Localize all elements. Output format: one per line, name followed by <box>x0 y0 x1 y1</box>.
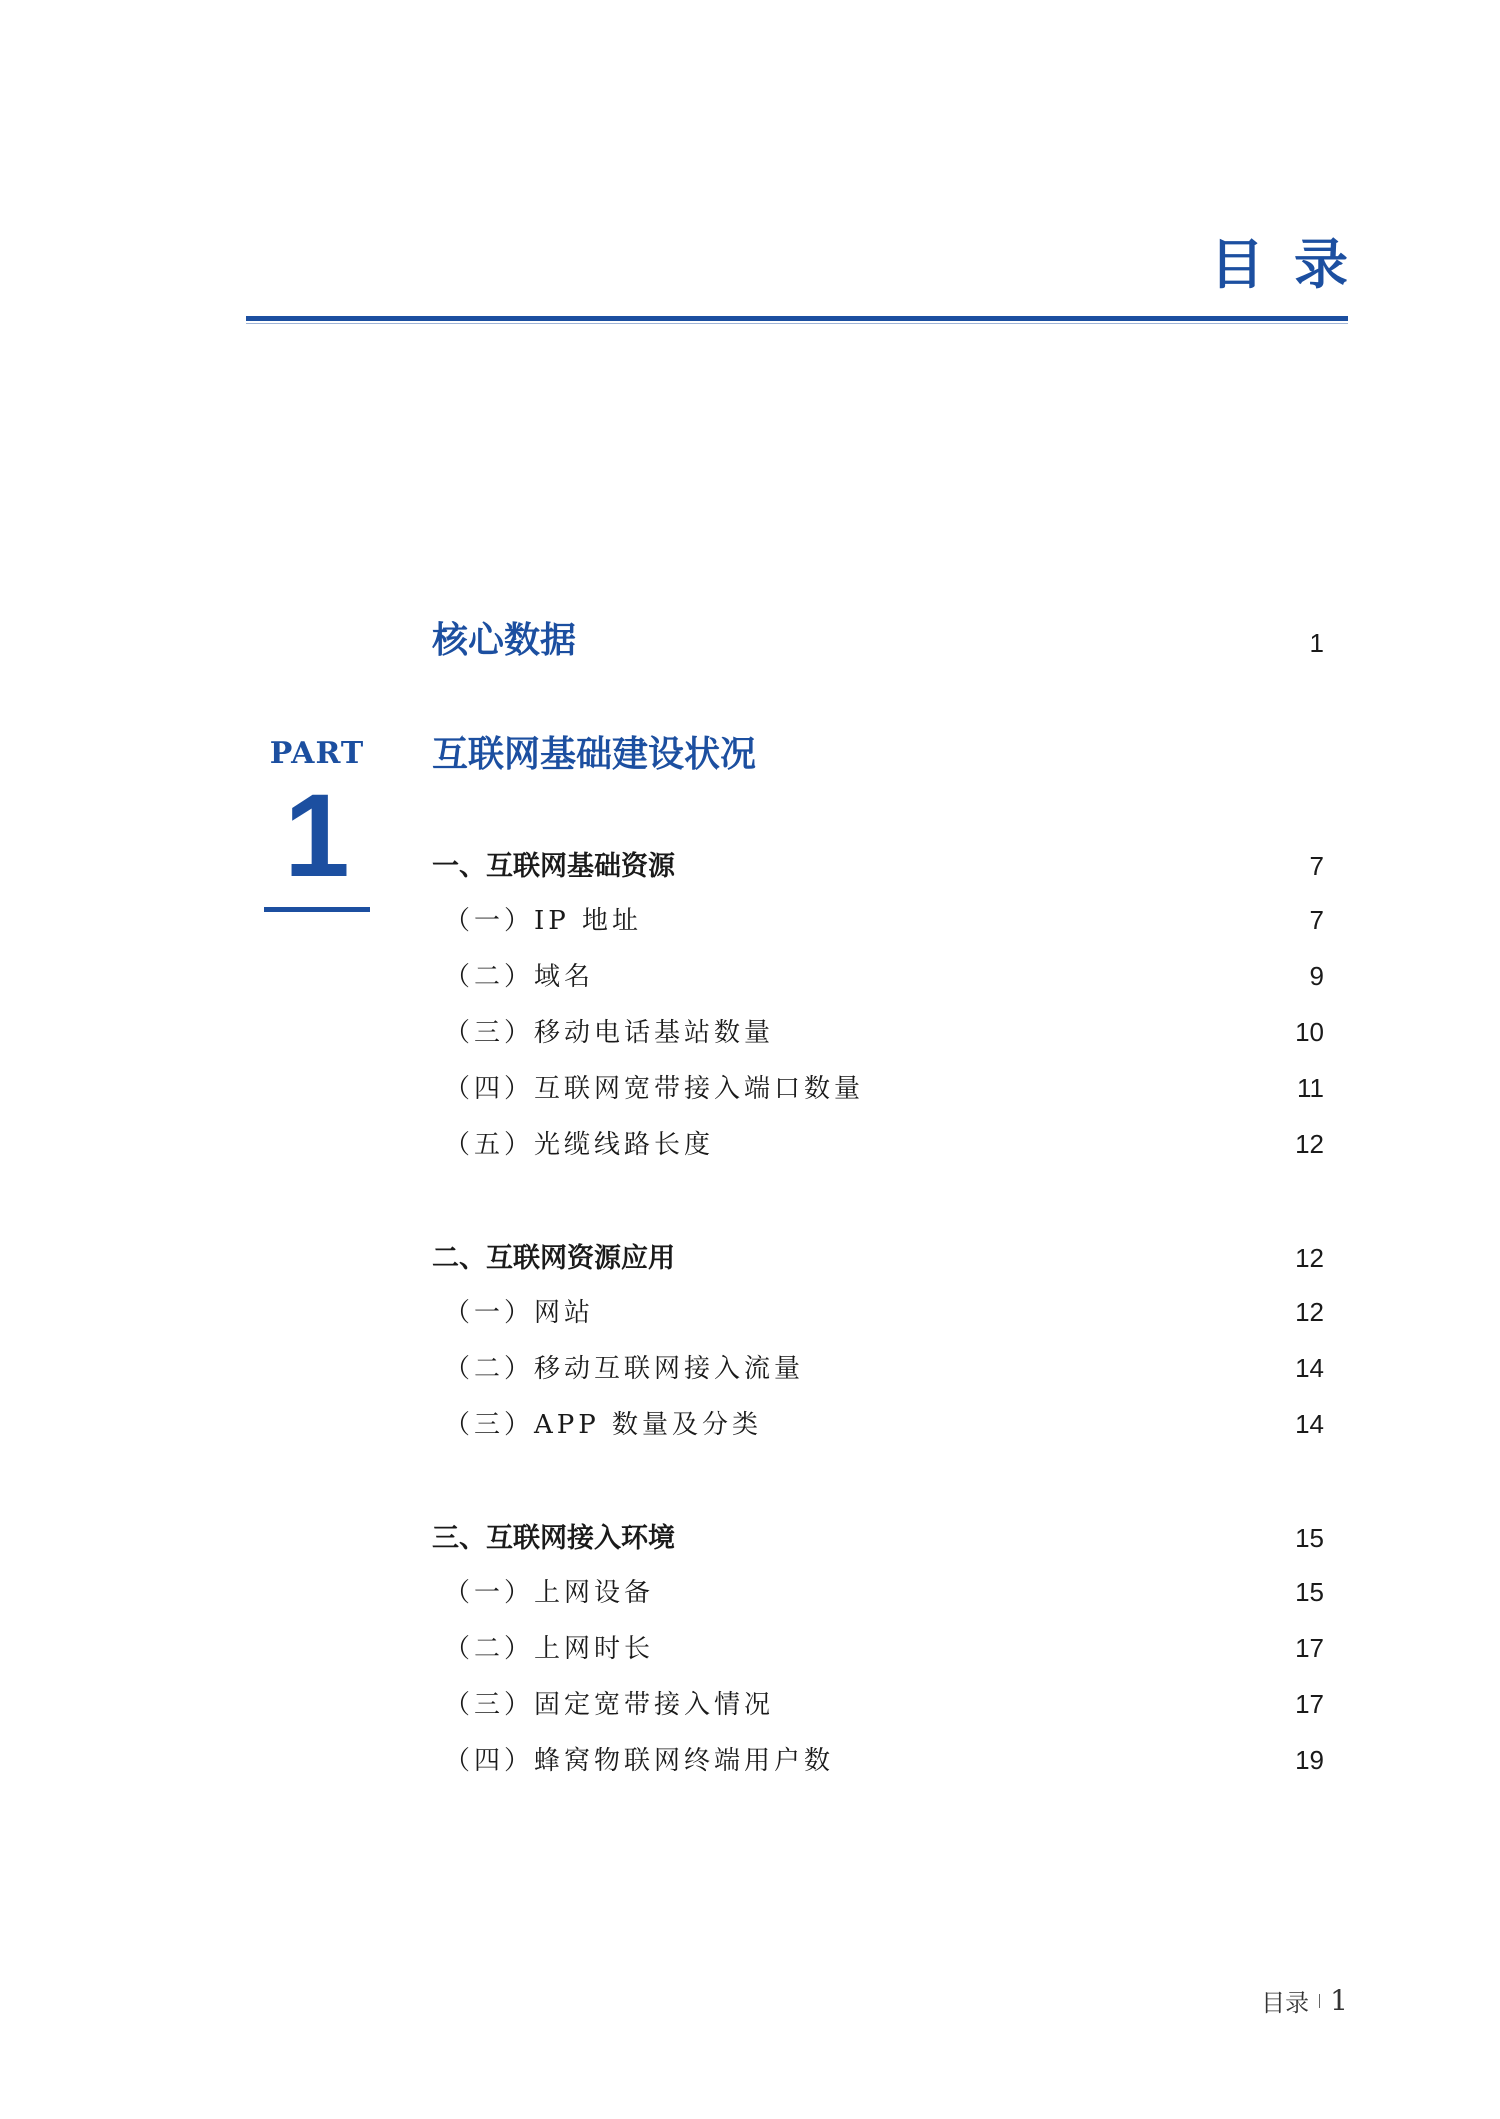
toc-item[interactable] <box>432 1740 1324 1777</box>
page-footer <box>1261 1983 1348 2018</box>
footer-page-number: 1 <box>1330 1984 1348 2017</box>
toc-item[interactable] <box>432 1292 1324 1329</box>
toc-section[interactable] <box>432 1236 1324 1275</box>
toc-item-label: （三）APP 数量及分类 <box>444 1410 763 1440</box>
toc-section-page: 12 <box>1295 1243 1324 1273</box>
page-title: 目录 <box>1210 233 1378 296</box>
toc-section-title: 一、互联网基础资源 <box>432 851 675 882</box>
toc-item[interactable] <box>432 1348 1324 1385</box>
footer-label: 目录 <box>1261 1989 1310 2017</box>
toc-item-page: 11 <box>1297 1073 1324 1103</box>
toc-section[interactable] <box>432 1516 1324 1555</box>
toc-item-page: 19 <box>1295 1745 1324 1775</box>
toc-item-page: 9 <box>1309 961 1324 991</box>
part-number: 1 <box>284 770 350 902</box>
toc-item-page: 17 <box>1295 1633 1324 1663</box>
toc-entry-title: 核心数据 <box>432 620 577 661</box>
part-title-text: 互联网基础建设状况 <box>432 734 757 775</box>
toc-item-label: （五）光缆线路长度 <box>444 1130 715 1160</box>
toc-item[interactable] <box>432 956 1324 993</box>
toc-item-page: 17 <box>1295 1689 1324 1719</box>
toc-item-page: 12 <box>1295 1297 1324 1327</box>
toc-item-page: 14 <box>1295 1409 1324 1439</box>
toc-item-page: 14 <box>1295 1353 1324 1383</box>
toc-item-label: （一）网站 <box>444 1298 595 1328</box>
toc-item[interactable] <box>432 1684 1324 1721</box>
toc-item-page: 15 <box>1295 1577 1324 1607</box>
toc-item[interactable] <box>432 900 1324 937</box>
toc-section[interactable] <box>432 844 1324 883</box>
toc-item-label: （二）域名 <box>444 962 595 992</box>
toc-section-page: 7 <box>1309 851 1324 881</box>
toc-item-page: 10 <box>1295 1017 1324 1047</box>
toc-item[interactable] <box>432 1572 1324 1609</box>
toc-section-page: 15 <box>1295 1523 1324 1553</box>
toc-item-label: （四）蜂窝物联网终端用户数 <box>444 1746 835 1776</box>
toc-entry-core[interactable] <box>432 612 1324 663</box>
toc-section-title: 二、互联网资源应用 <box>432 1243 675 1274</box>
toc-item-label: （二）移动互联网接入流量 <box>444 1354 805 1384</box>
toc-item-label: （二）上网时长 <box>444 1634 655 1664</box>
toc-item-label: （一）IP 地址 <box>444 906 643 936</box>
part-divider <box>264 907 370 912</box>
toc-item[interactable] <box>432 1628 1324 1665</box>
toc-item[interactable] <box>432 1404 1324 1441</box>
toc-entry-page: 1 <box>1309 628 1324 658</box>
toc-item-label: （三）固定宽带接入情况 <box>444 1690 775 1720</box>
toc-item[interactable] <box>432 1068 1324 1105</box>
toc-item-label: （一）上网设备 <box>444 1578 655 1608</box>
title-divider-thin <box>246 323 1348 324</box>
part-marker <box>262 736 372 912</box>
footer-separator <box>1319 1994 1320 2008</box>
toc-item-label: （三）移动电话基站数量 <box>444 1018 775 1048</box>
toc-item[interactable] <box>432 1124 1324 1161</box>
toc-item-page: 7 <box>1309 905 1324 935</box>
part-title <box>432 726 1324 777</box>
toc-item-page: 12 <box>1295 1129 1324 1159</box>
toc-item[interactable] <box>432 1012 1324 1049</box>
toc-section-title: 三、互联网接入环境 <box>432 1523 675 1554</box>
toc-item-label: （四）互联网宽带接入端口数量 <box>444 1074 865 1104</box>
part-label: PART <box>269 736 365 771</box>
title-divider <box>246 316 1348 321</box>
